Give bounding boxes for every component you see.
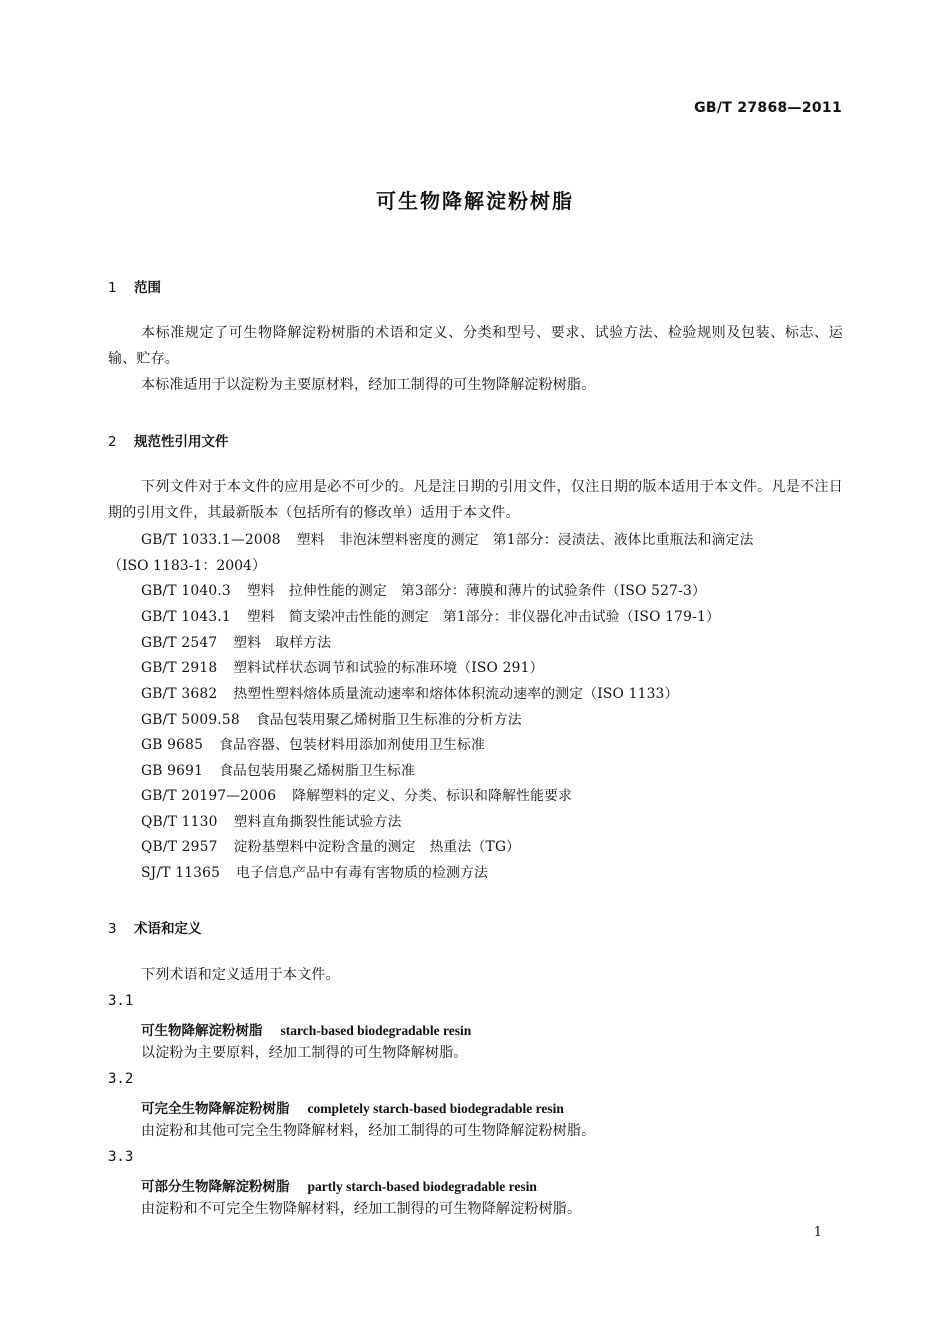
term-english: partly starch-based biodegradable resin <box>307 1179 537 1194</box>
reference-item <box>141 864 488 882</box>
section-title: 范围 <box>134 280 161 296</box>
term-definition: 以淀粉为主要原料，经加工制得的可生物降解树脂。 <box>141 1045 468 1061</box>
reference-code: GB/T 2918 <box>141 660 218 676</box>
term-heading <box>141 1097 564 1117</box>
reference-title: 食品容器、包装材料用添加剂使用卫生标准 <box>219 737 486 753</box>
section-number: 3 <box>108 921 117 937</box>
scope-paragraph-2: 本标准适用于以淀粉为主要原材料，经加工制得的可生物降解淀粉树脂。 <box>141 377 596 393</box>
reference-code: SJ/T 11365 <box>141 865 221 881</box>
section-number: 2 <box>108 434 117 450</box>
reference-code: GB/T 1033.1—2008 <box>141 532 281 548</box>
standard-number: GB/T 27868—2011 <box>694 100 842 116</box>
term-english: completely starch-based biodegradable resin <box>307 1101 564 1116</box>
reference-code: GB/T 5009.58 <box>141 712 240 728</box>
term-chinese: 可生物降解淀粉树脂 <box>141 1023 263 1039</box>
term-heading <box>141 1175 537 1195</box>
section-title: 术语和定义 <box>134 921 202 937</box>
reference-item <box>141 787 572 805</box>
term-definition: 由淀粉和不可完全生物降解材料，经加工制得的可生物降解淀粉树脂。 <box>141 1201 582 1217</box>
reference-title: 热塑性塑料熔体质量流动速率和熔体体积流动速率的测定（ISO 1133） <box>233 686 679 702</box>
reference-title: 塑料试样状态调节和试验的标准环境（ISO 291） <box>233 660 544 676</box>
section-number: 1 <box>108 280 117 296</box>
reference-title: 塑料 非泡沫塑料密度的测定 第1部分：浸渍法、液体比重瓶法和滴定法 <box>296 532 754 548</box>
page-number: 1 <box>813 1225 822 1240</box>
reference-item <box>141 685 679 703</box>
term-number: 3.1 <box>108 993 134 1009</box>
reference-title: 塑料 拉伸性能的测定 第3部分：薄膜和薄片的试验条件（ISO 527-3） <box>246 583 706 599</box>
reference-title: 塑料直角撕裂性能试验方法 <box>233 814 402 830</box>
reference-title: 塑料 取样方法 <box>233 635 332 651</box>
term-chinese: 可部分生物降解淀粉树脂 <box>141 1179 290 1195</box>
reference-item <box>141 711 522 729</box>
reference-item <box>141 659 544 677</box>
section-2-heading <box>108 430 229 450</box>
reference-code: GB/T 20197—2006 <box>141 788 277 804</box>
reference-code: GB/T 1043.1 <box>141 609 231 625</box>
section-1-heading <box>108 276 161 296</box>
reference-item <box>141 531 754 549</box>
term-english: starch-based biodegradable resin <box>280 1023 472 1038</box>
reference-item <box>141 838 520 856</box>
reference-code: GB 9691 <box>141 763 204 779</box>
reference-title: 降解塑料的定义、分类、标识和降解性能要求 <box>292 788 573 804</box>
reference-item <box>141 634 331 652</box>
reference-item <box>141 813 402 831</box>
reference-title: 淀粉基塑料中淀粉含量的测定 热重法（TG） <box>233 839 521 855</box>
term-chinese: 可完全生物降解淀粉树脂 <box>141 1101 290 1117</box>
terms-intro: 下列术语和定义适用于本文件。 <box>141 967 340 983</box>
reference-title: 食品包装用聚乙烯树脂卫生标准 <box>219 763 416 779</box>
scope-paragraph-1: 本标准规定了可生物降解淀粉树脂的术语和定义、分类和型号、要求、试验方法、检验规则及包装、标志、运输、贮存。 <box>108 325 843 367</box>
term-number: 3.2 <box>108 1071 134 1087</box>
reference-item <box>141 608 720 626</box>
reference-title: 食品包装用聚乙烯树脂卫生标准的分析方法 <box>255 712 522 728</box>
reference-code: GB/T 1040.3 <box>141 583 231 599</box>
section-3-heading <box>108 917 202 937</box>
reference-code: GB/T 3682 <box>141 686 218 702</box>
reference-code: QB/T 2957 <box>141 839 218 855</box>
section-title: 规范性引用文件 <box>134 434 229 450</box>
reference-code: QB/T 1130 <box>141 814 218 830</box>
reference-item <box>141 762 415 780</box>
term-definition: 由淀粉和其他可完全生物降解材料，经加工制得的可生物降解淀粉树脂。 <box>141 1123 596 1139</box>
reference-item <box>141 736 485 754</box>
term-heading <box>141 1019 471 1039</box>
reference-code: GB 9685 <box>141 737 204 753</box>
document-title: 可生物降解淀粉树脂 <box>376 189 574 213</box>
reference-continuation: （ISO 1183-1：2004） <box>108 558 266 574</box>
reference-item <box>141 582 706 600</box>
reference-title: 电子信息产品中有毒有害物质的检测方法 <box>236 865 489 881</box>
term-number: 3.3 <box>108 1149 134 1165</box>
normative-intro-paragraph: 下列文件对于本文件的应用是必不可少的。凡是注日期的引用文件，仅注日期的版本适用于本文件。凡是不注日期的引用文件，其最新版本（包括所有的修改单）适用于本文件。 <box>108 479 843 521</box>
reference-code: GB/T 2547 <box>141 635 218 651</box>
reference-title: 塑料 简支梁冲击性能的测定 第1部分：非仪器化冲击试验（ISO 179-1） <box>246 609 720 625</box>
